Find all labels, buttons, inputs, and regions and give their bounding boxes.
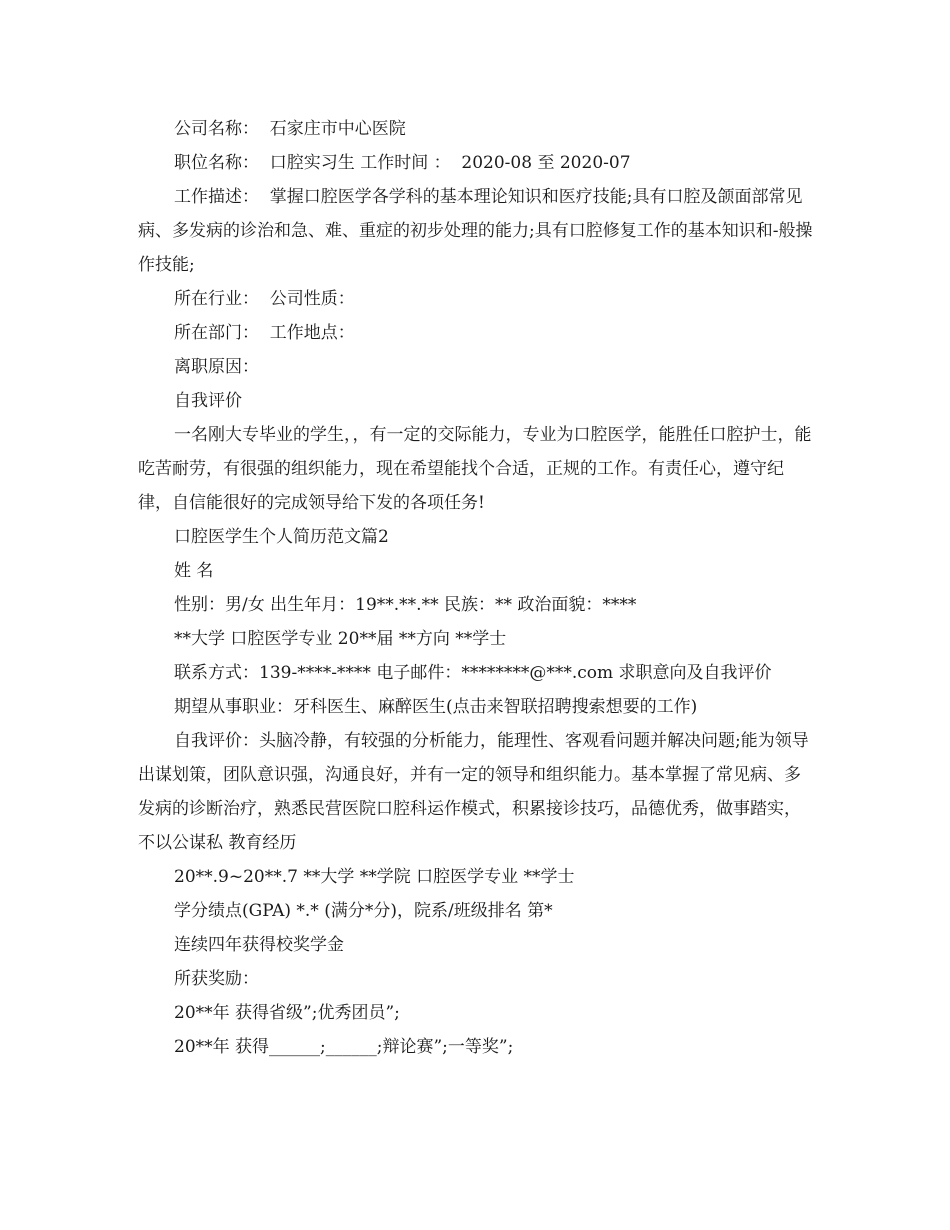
self-evaluation-paragraph: 一名刚大专毕业的学生，，有一定的交际能力，专业为口腔医学，能胜任口腔护士，能吃苦耐劳，有很强的组织能力，现在希望能找个合适，正规的工作。有责任心，遵守纪律，自信能很好的完成领导给下发的各项任务! (138, 425, 812, 513)
self-evaluation-detail-paragraph: 自我评价：头脑冷静，有较强的分析能力，能理性、客观看问题并解决问题;能为领导出谋划策，团队意识强，沟通良好，并有一定的领导和组织能力。基本掌握了常见病、多发病的诊断治疗，熟悉民营医院口腔科运作模式，积累接诊技巧，品德优秀，做事踏实，不以公谋私 教育经历 (138, 731, 809, 853)
award-item: 20**年 获得______;______;辩论赛”;一等奖”; (174, 1037, 514, 1057)
industry-line: 所在行业： 公司性质： (174, 289, 355, 309)
education-summary-line: **大学 口腔医学专业 20**届 **方向 **学士 (174, 629, 507, 649)
awards-heading: 所获奖励： (174, 969, 259, 989)
gpa-line: 学分绩点(GPA) *.* (满分*分)，院系/班级排名 第* (174, 901, 553, 921)
name-line: 姓 名 (174, 561, 214, 581)
section-title: 口腔医学生个人简历范文篇2 (174, 527, 389, 547)
job-description-paragraph: 工作描述： 掌握口腔医学各学科的基本理论知识和医疗技能;具有口腔及颌面部常见病、多发病的诊治和急、难、重症的初步处理的能力;具有口腔修复工作的基本知识和-般操作技能; (138, 187, 813, 275)
position-line: 职位名称： 口腔实习生 工作时间 ： 2020-08 至 2020-07 (174, 153, 631, 173)
award-item: 20**年 获得省级”;优秀团员”; (174, 1003, 400, 1023)
education-period-line: 20**.9~20**.7 **大学 **学院 口腔医学专业 **学士 (174, 867, 575, 887)
self-evaluation-heading: 自我评价 (174, 391, 242, 411)
personal-info-line: 性别：男/女 出生年月：19**.**.** 民族：** 政治面貌：**** (174, 595, 637, 615)
expected-career-line: 期望从事职业：牙科医生、麻醉医生(点击来智联招聘搜索想要的工作) (174, 697, 698, 717)
leave-reason-line: 离职原因： (174, 357, 259, 377)
company-name-line: 公司名称： 石家庄市中心医院 (174, 119, 406, 139)
department-line: 所在部门： 工作地点： (174, 323, 355, 343)
contact-paragraph: 联系方式：139-****-**** 电子邮件：********@***.com 求职意向及自我评价 (174, 663, 772, 683)
scholarship-line: 连续四年获得校奖学金 (174, 935, 344, 955)
